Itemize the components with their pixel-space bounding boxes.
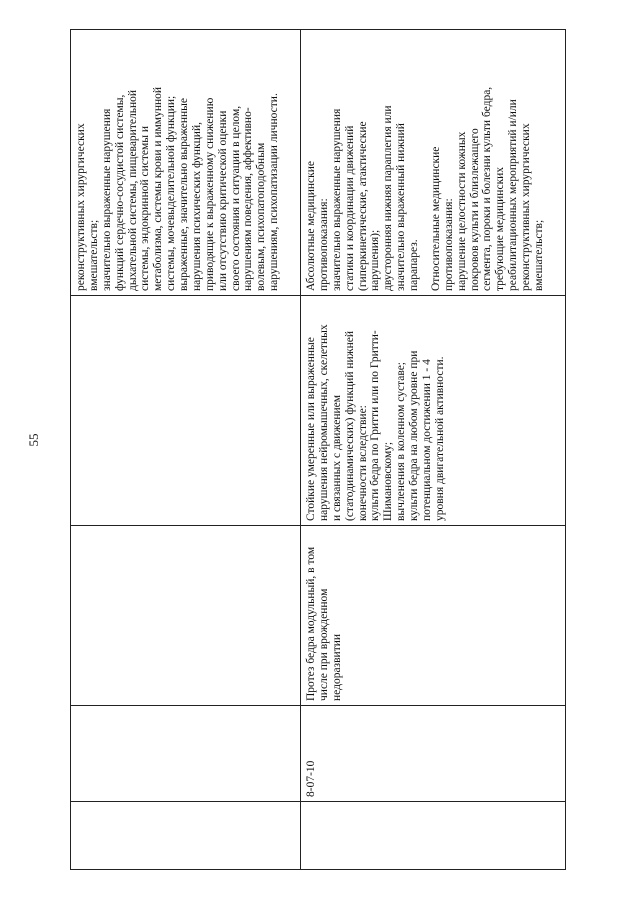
text-line: вычленения в коленном суставе; (395, 362, 408, 521)
text-line: системы, эндокринной системы и (139, 125, 152, 291)
cell-empty-3 (71, 526, 301, 706)
text-line: Относительные медицинские (429, 146, 442, 291)
text-line: (статодинамических) функций нижней (343, 330, 356, 521)
cell-empty-2 (71, 706, 301, 802)
text-line: Протез бедра модульный, в том (305, 546, 317, 701)
text-line: противопоказания: (442, 198, 455, 291)
text-line: значительно выраженный нижний (395, 123, 408, 291)
text-line: нарушения); (369, 229, 382, 291)
text-line: двусторонняя нижняя параплегия или (382, 105, 395, 291)
text-line: функций сердечно-сосудистой системы, (113, 94, 126, 291)
text-line: парапарез. (408, 239, 420, 291)
text-line: числе при врожденном (317, 588, 330, 701)
text-line: Абсолютные медицинские (305, 161, 317, 291)
text-line: значительно выраженные нарушения (330, 108, 343, 291)
item-code: 8-07-10 (305, 760, 317, 797)
item-name (305, 530, 344, 701)
contraindications-table (70, 29, 566, 870)
text-line: волевым, психопатоподобным (255, 142, 268, 291)
text-line: системы, мочевыделительной функции; (165, 95, 178, 291)
text-line: значительно выраженные нарушения (100, 108, 113, 291)
text-line: выраженные, значительно выраженные (178, 97, 190, 291)
text-line: реабилитационных мероприятий и/или (507, 99, 520, 291)
text-line: своего состояния и ситуации в целом, (229, 105, 242, 291)
page-number: 55 (26, 433, 41, 447)
relative-contraindications-list (456, 34, 546, 291)
text-line: недоразвитии (330, 633, 343, 701)
text-line: потенциальном достижении 1 - 4 (420, 359, 433, 521)
cell-contraindications-continued (71, 30, 301, 296)
absolute-contraindications-list (331, 34, 421, 291)
text-line: и связанных с движением (330, 394, 343, 521)
text-line: Шимановскому; (382, 441, 395, 521)
text-line: нарушения психических функций, (190, 122, 203, 291)
text-line: или отсутствию критической оценки (216, 110, 229, 291)
table-row-continuation (71, 30, 301, 870)
text-line: уровня двигательной активности. (433, 356, 446, 521)
text-line: конечности вследствие: (356, 405, 369, 521)
cell-empty-4 (71, 296, 301, 526)
absolute-contraindications-title (305, 34, 331, 291)
text-line: Стойкие умеренные или выраженные (305, 337, 317, 521)
cell-indications (301, 296, 566, 526)
cell-code (301, 706, 566, 802)
text-line: реконструктивных хирургических (75, 123, 87, 291)
indications-text (305, 300, 447, 521)
text-line: покровов культи и близлежащего (468, 128, 481, 291)
cell-contraindications (301, 30, 566, 296)
text-line: вмешательств; (532, 219, 545, 291)
text-line: реконструктивных хирургических (520, 123, 532, 291)
text-line: метаболизма, системы крови и иммунной (152, 86, 165, 291)
table-row-8-07-10 (301, 30, 566, 870)
cell-empty-left (301, 802, 566, 870)
text-line: противопоказания: (317, 198, 330, 291)
spacer (421, 34, 430, 291)
cell-name (301, 526, 566, 706)
text-line: (гиперкинетические, атактические (356, 121, 369, 291)
contraindications-continued-text (75, 34, 281, 291)
text-line: культи бедра по Гритти или по Гритти- (369, 330, 382, 521)
text-line: нарушениям поведения, аффективно- (242, 107, 255, 291)
text-line: нарушение целостности кожных (455, 131, 468, 291)
text-line: статики и координации движений (343, 125, 356, 291)
relative-contraindications-title (430, 34, 456, 291)
rotated-table-container (70, 30, 565, 870)
cell-empty-1 (71, 802, 301, 870)
text-line: культи бедра на любом уровне при (408, 350, 420, 521)
text-line: требующие медицинских (494, 166, 507, 291)
text-line: приводящие к выраженному снижению (203, 97, 216, 291)
text-line: нарушения нейромышечных, скелетных (317, 324, 330, 521)
text-line: вмешательств; (87, 219, 100, 291)
text-line: дыхательной системы, пищеварительной (126, 89, 139, 291)
text-line: нарушениям, психопатизации личности. (268, 93, 281, 291)
text-line: сегмента, пороки и болезни культи бедра, (481, 86, 494, 291)
